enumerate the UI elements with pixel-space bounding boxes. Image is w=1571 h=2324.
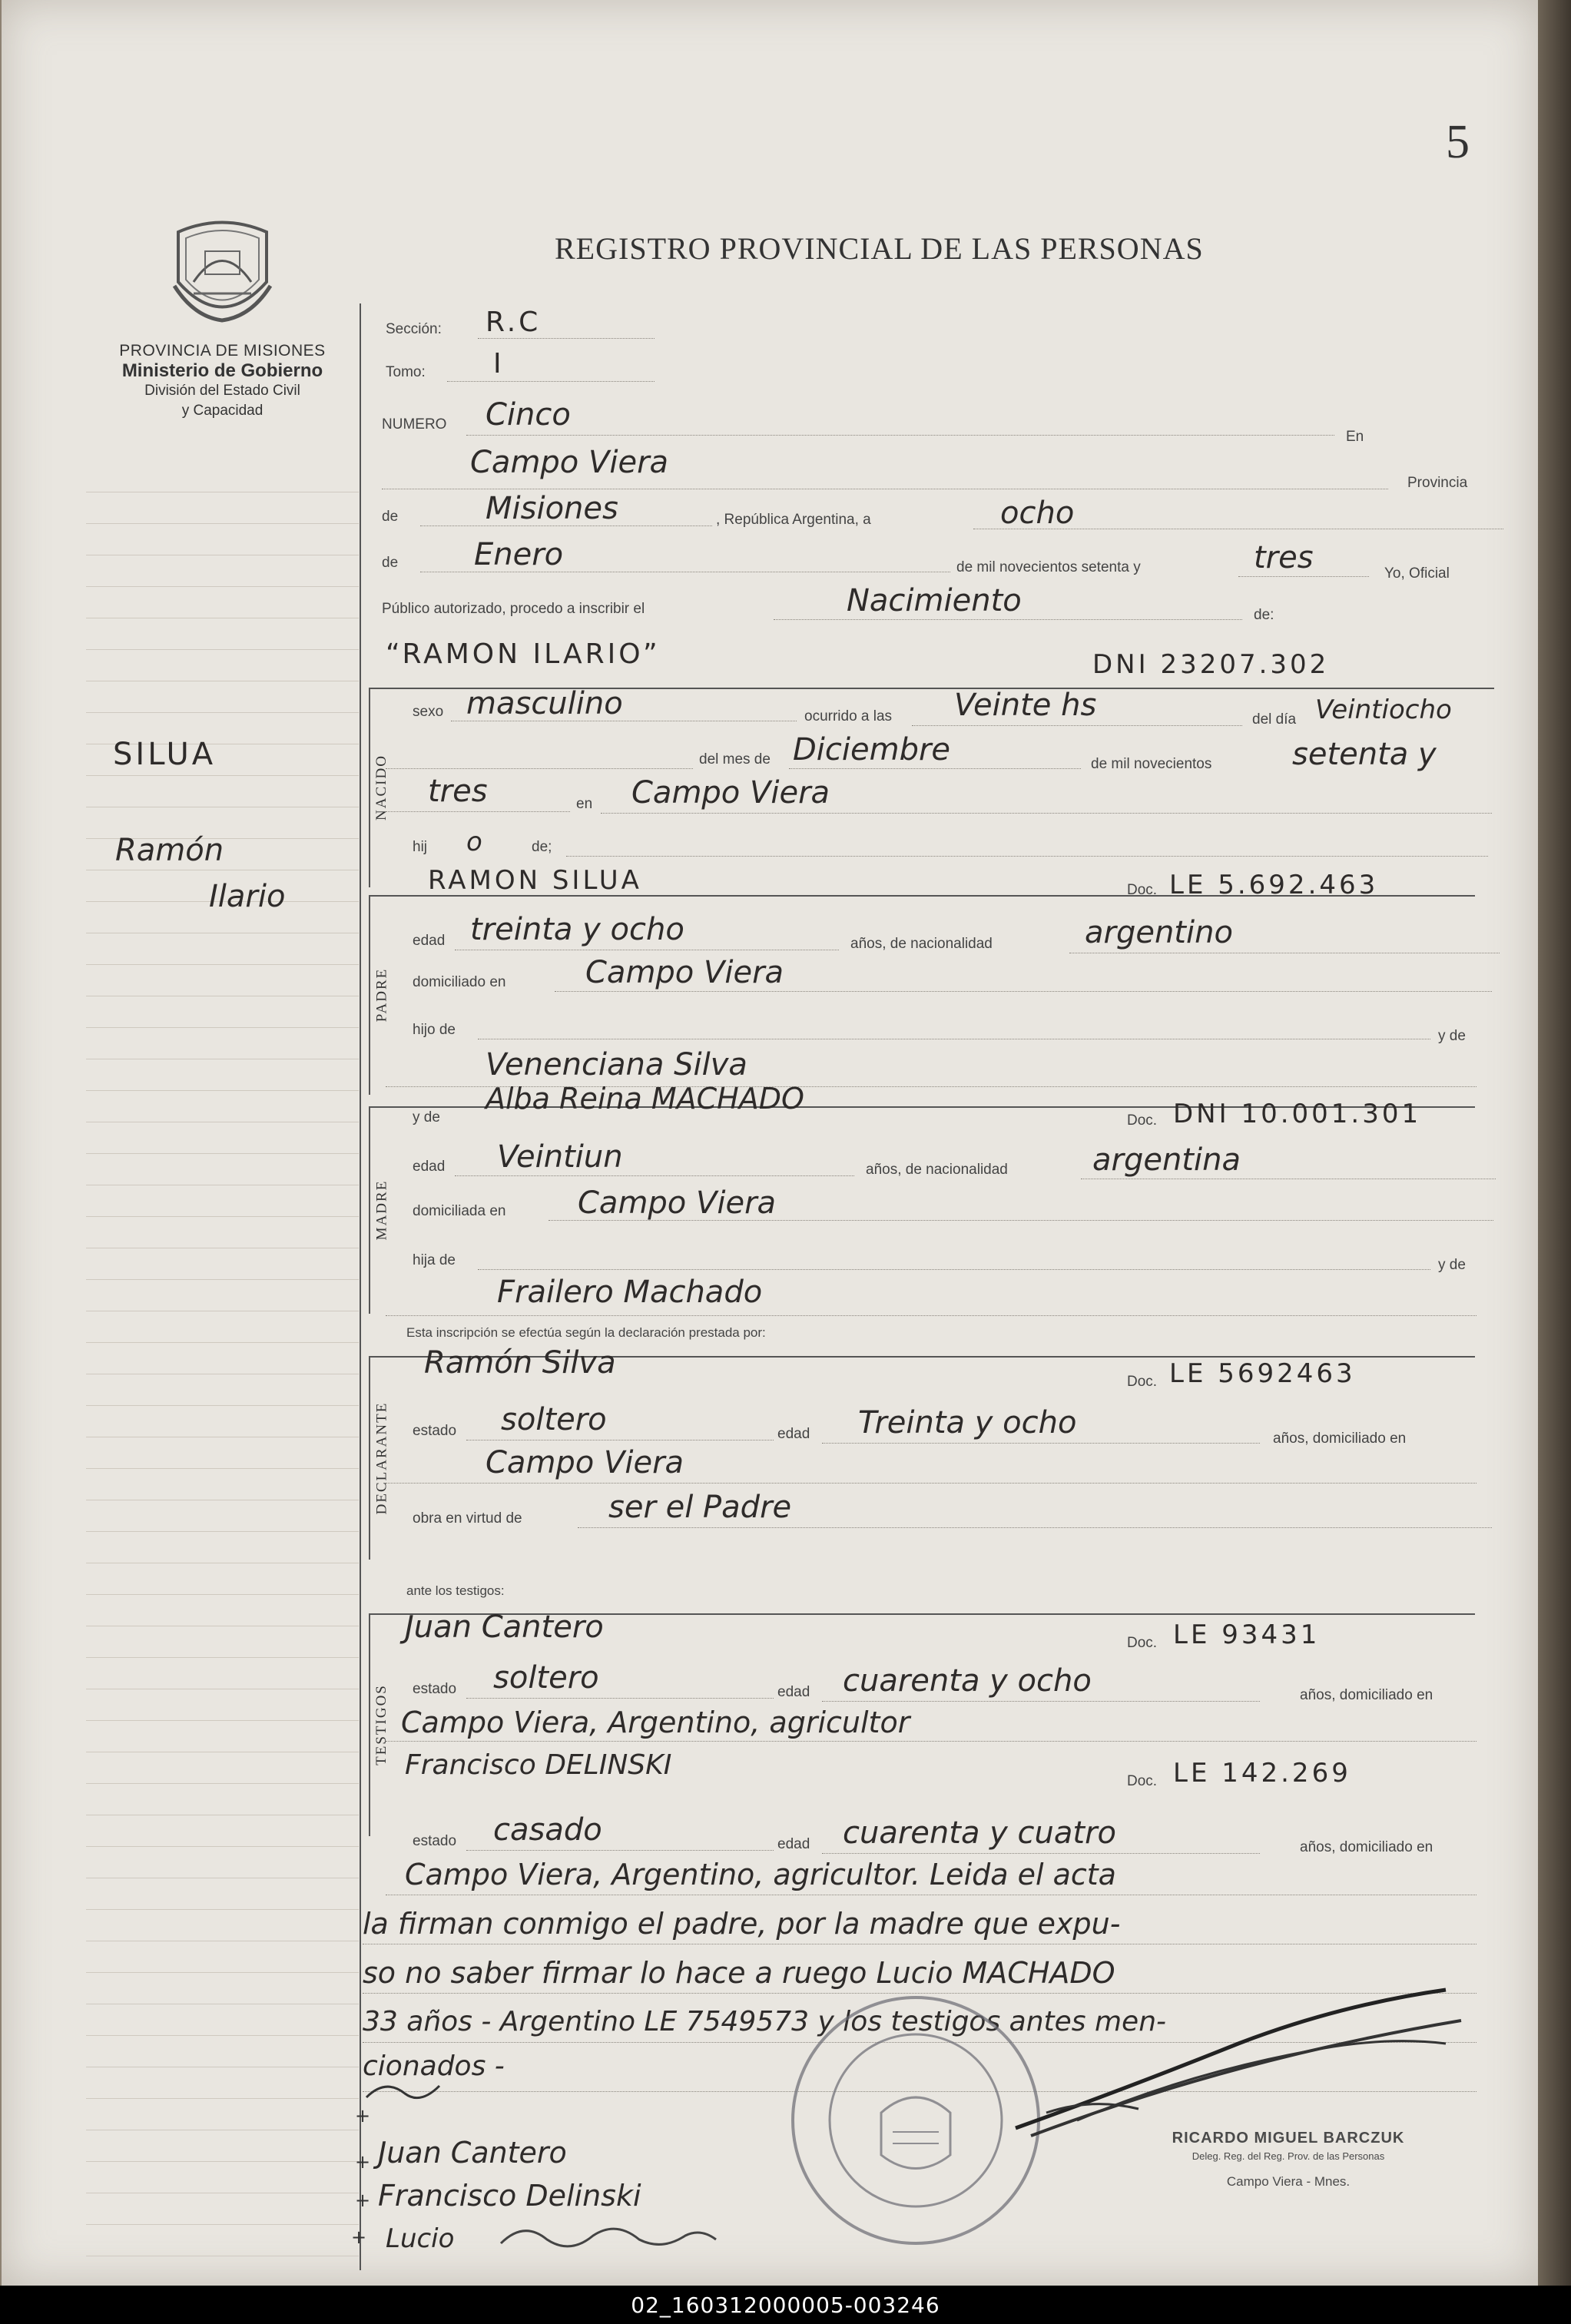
closing-line-1: Campo Viera, Argentino, agricultor. Leida el acta — [405, 1858, 1116, 1891]
section-tab-nacido: NACIDO — [373, 754, 390, 821]
tomo-label: Tomo: — [386, 364, 426, 380]
nacido-name: “RAMON ILARIO” — [386, 638, 661, 670]
padre-dom-label: domiciliado en — [413, 974, 506, 990]
testigo2-name: Francisco DELINSKI — [405, 1749, 672, 1781]
year-value: tres — [1254, 540, 1314, 575]
signature-lucio: Lucio — [386, 2223, 455, 2254]
act-value: Nacimiento — [847, 583, 1022, 618]
padre-nac-label: años, de nacionalidad — [850, 936, 993, 952]
oficial-label: Yo, Oficial — [1384, 565, 1450, 582]
margin-ruling-line — [86, 1153, 359, 1154]
margin-surname: SILUA — [113, 737, 217, 772]
mes-value: Diciembre — [793, 732, 951, 767]
year-text-2: tres — [428, 774, 488, 809]
official-signature-icon — [985, 1974, 1477, 2143]
binding-spine — [1538, 0, 1571, 2286]
year-label: de mil novecientos setenta y — [956, 559, 1141, 575]
plus-mark-2: + — [355, 2151, 371, 2173]
dia-value: Veintiocho — [1315, 695, 1452, 725]
padre-doc-value: LE 5.692.463 — [1169, 870, 1379, 900]
office-division-2: y Capacidad — [181, 403, 263, 419]
margin-ruling-line — [86, 712, 359, 713]
en-label-2: en — [576, 796, 593, 812]
hijo-de-label: de; — [532, 839, 552, 855]
office-ministry: Ministerio de Gobierno — [121, 360, 323, 381]
testigo1-name: Juan Cantero — [405, 1610, 604, 1645]
margin-given-name-2: Ilario — [209, 879, 286, 914]
padre-dom-value: Campo Viera — [585, 955, 784, 990]
signature-francisco-delinski: Francisco Delinski — [378, 2179, 641, 2213]
padre-parent-value: Venenciana Silva — [486, 1047, 747, 1082]
madre-name: Alba Reina MACHADO — [486, 1082, 804, 1116]
margin-ruling-line — [86, 1027, 359, 1028]
declarante-name: Ramón Silva — [424, 1345, 616, 1381]
madre-dom-label: domiciliada en — [413, 1203, 506, 1219]
testigo1-doc-label: Doc. — [1127, 1635, 1158, 1651]
madre-dom-value: Campo Viera — [578, 1185, 777, 1221]
plus-mark-3: + — [355, 2190, 371, 2211]
madre-doc-label: Doc. — [1127, 1112, 1158, 1129]
margin-ruling-line — [86, 2224, 359, 2225]
place-value: Campo Viera — [470, 445, 669, 480]
testigos-intro: ante los testigos: — [406, 1583, 505, 1598]
declarante-doc-value: LE 5692463 — [1169, 1358, 1356, 1389]
signature-juan-cantero: Juan Cantero — [378, 2136, 567, 2170]
margin-given-name-1: Ramón — [115, 833, 224, 868]
sexo-value: masculino — [466, 686, 623, 721]
official-name: RICARDO MIGUEL BARCZUK — [1172, 2130, 1405, 2147]
hour-value: Veinte hs — [954, 688, 1097, 723]
mark-signature-icon — [363, 2074, 447, 2113]
declarante-estado-value: soltero — [501, 1402, 607, 1437]
margin-ruling-line — [86, 1594, 359, 1595]
testigo1-anios-label: años, domiciliado en — [1300, 1687, 1433, 1703]
month-value: Enero — [474, 537, 564, 572]
margin-ruling-line — [86, 1405, 359, 1406]
madre-doc-value: DNI 10.001.301 — [1173, 1099, 1422, 1129]
padre-nac-value: argentino — [1085, 915, 1233, 950]
dia-label: del día — [1252, 711, 1297, 728]
birthplace-value: Campo Viera — [631, 775, 830, 811]
testigo2-estado-label: estado — [413, 1833, 457, 1849]
page-number: 5 — [1446, 116, 1470, 168]
mes-label: del mes de — [699, 751, 771, 767]
hijo-label: hij — [413, 839, 428, 855]
madre-nac-label: años, de nacionalidad — [866, 1162, 1008, 1178]
en-label: En — [1346, 429, 1364, 445]
margin-ruling-line — [86, 775, 359, 776]
padre-edad-label: edad — [413, 933, 446, 949]
province-value: Misiones — [486, 491, 618, 526]
margin-ruling-line — [86, 1468, 359, 1469]
seccion-label: Sección: — [386, 321, 442, 337]
document-page — [2, 0, 1538, 2286]
margin-ruling-line — [86, 1783, 359, 1784]
madre-edad-value: Veintiun — [497, 1139, 623, 1175]
plus-mark-1: + — [355, 2105, 371, 2127]
margin-ruling-line — [86, 1720, 359, 1721]
nacido-dni: DNI 23207.302 — [1092, 649, 1330, 680]
declarante-doc-label: Doc. — [1127, 1374, 1158, 1390]
margin-ruling-line — [86, 1972, 359, 1973]
province-crest-icon — [163, 209, 282, 332]
official-place: Campo Viera - Mnes. — [1226, 2174, 1351, 2189]
testigo2-edad-label: edad — [777, 1836, 810, 1852]
closing-line-5: cionados - — [363, 2050, 505, 2082]
section-tab-madre: MADRE — [373, 1179, 389, 1241]
numero-value: Cinco — [486, 397, 571, 433]
padre-edad-value: treinta y ocho — [470, 912, 684, 947]
testigo1-edad-label: edad — [777, 1684, 810, 1700]
padre-yde-label: y de — [1438, 1028, 1466, 1044]
margin-ruling-line — [86, 1279, 359, 1280]
tomo-value: I — [493, 348, 505, 380]
testigo1-dom-value: Campo Viera, Argentino, agricultor — [401, 1706, 910, 1739]
margin-ruling-line — [86, 586, 359, 587]
madre-edad-label: edad — [413, 1159, 446, 1175]
madre-yde2-label: y de — [1438, 1257, 1466, 1273]
de-label: de — [382, 509, 399, 525]
testigo1-doc-value: LE 93431 — [1173, 1620, 1321, 1650]
margin-ruling-line — [86, 2098, 359, 2099]
image-caption: 02_160312000005-003246 — [0, 2286, 1571, 2324]
official-stamp-text — [1108, 2130, 1469, 2190]
margin-ruling-line — [86, 1216, 359, 1217]
signature-lucio-surname-icon — [493, 2213, 724, 2259]
margin-ruling-line — [86, 2035, 359, 2036]
testigo1-estado-value: soltero — [493, 1660, 599, 1696]
testigo2-anios-label: años, domiciliado en — [1300, 1839, 1433, 1855]
declarante-obra-value: ser el Padre — [608, 1490, 792, 1525]
margin-ruling-line — [86, 1909, 359, 1910]
document-title: REGISTRO PROVINCIAL DE LAS PERSONAS — [555, 231, 1204, 266]
margin-ruling-line — [86, 1846, 359, 1847]
margin-ruling-line — [86, 1657, 359, 1658]
testigo2-doc-value: LE 142.269 — [1173, 1758, 1351, 1789]
de3-label: de: — [1254, 607, 1274, 623]
plus-mark-4: + — [351, 2226, 367, 2248]
provincia-label: Provincia — [1407, 475, 1468, 491]
ocurrido-label: ocurrido a las — [804, 708, 893, 724]
margin-divider — [360, 303, 361, 2270]
hijo-suffix: o — [466, 827, 482, 857]
testigo1-edad-value: cuarenta y ocho — [843, 1663, 1092, 1699]
closing-line-2: la firman conmigo el padre, por la madre que expu- — [363, 1907, 1121, 1941]
section-tab-testigos: TESTIGOS — [373, 1684, 390, 1765]
declarante-edad-label: edad — [777, 1426, 810, 1442]
padre-hijo-label: hijo de — [413, 1022, 456, 1038]
declarante-dom-value: Campo Viera — [486, 1445, 684, 1480]
margin-ruling-line — [86, 964, 359, 965]
office-province: PROVINCIA DE MISIONES — [119, 342, 326, 360]
issuing-office — [82, 341, 363, 421]
padre-name: RAMON SILUA — [428, 865, 642, 896]
declarante-estado-label: estado — [413, 1423, 457, 1439]
publico-label: Público autorizado, procedo a inscribir el — [382, 601, 645, 617]
closing-line-3: so no saber firmar lo hace a ruego Lucio MACHADO — [363, 1956, 1115, 1990]
declarante-obra-label: obra en virtud de — [413, 1510, 522, 1527]
margin-ruling-line — [86, 1531, 359, 1532]
section-tab-declarante: DECLARANTE — [373, 1401, 389, 1514]
padre-doc-label: Doc. — [1127, 882, 1158, 898]
declarante-edad-value: Treinta y ocho — [858, 1405, 1077, 1440]
year-text: setenta y — [1292, 737, 1437, 772]
office-division: División del Estado Civil — [144, 383, 300, 399]
margin-ruling-line — [86, 523, 359, 524]
madre-nac-value: argentina — [1092, 1142, 1241, 1178]
seccion-value: R.C — [486, 307, 542, 338]
section-tab-padre: PADRE — [373, 967, 390, 1023]
de2-label: de — [382, 555, 399, 571]
margin-ruling-line — [86, 1090, 359, 1091]
testigo2-estado-value: casado — [493, 1812, 602, 1848]
day-value: ocho — [1000, 496, 1075, 531]
madre-hija-label: hija de — [413, 1252, 456, 1268]
declarante-anios-label: años, domiciliado en — [1273, 1431, 1407, 1447]
republica-label: , República Argentina, a — [716, 512, 871, 528]
declaracion-intro: Esta inscripción se efectúa según la declaración prestada por: — [406, 1325, 766, 1340]
margin-ruling-line — [86, 2161, 359, 2162]
testigo1-estado-label: estado — [413, 1681, 457, 1697]
mil-label: de mil novecientos — [1091, 756, 1212, 772]
testigo2-edad-value: cuarenta y cuatro — [843, 1815, 1117, 1851]
madre-yde-label: y de — [413, 1109, 440, 1126]
madre-parent-value: Frailero Machado — [497, 1275, 763, 1310]
testigo2-doc-label: Doc. — [1127, 1773, 1158, 1789]
numero-label: NUMERO — [382, 416, 447, 433]
closing-line-4: 33 años - Argentino LE 7549573 y los testigos antes men- — [363, 2006, 1167, 2037]
sexo-label: sexo — [413, 704, 444, 720]
margin-ruling-line — [86, 649, 359, 650]
margin-ruling-line — [86, 1342, 359, 1343]
official-role: Deleg. Reg. del Reg. Prov. de las Personas — [1192, 2150, 1385, 2162]
